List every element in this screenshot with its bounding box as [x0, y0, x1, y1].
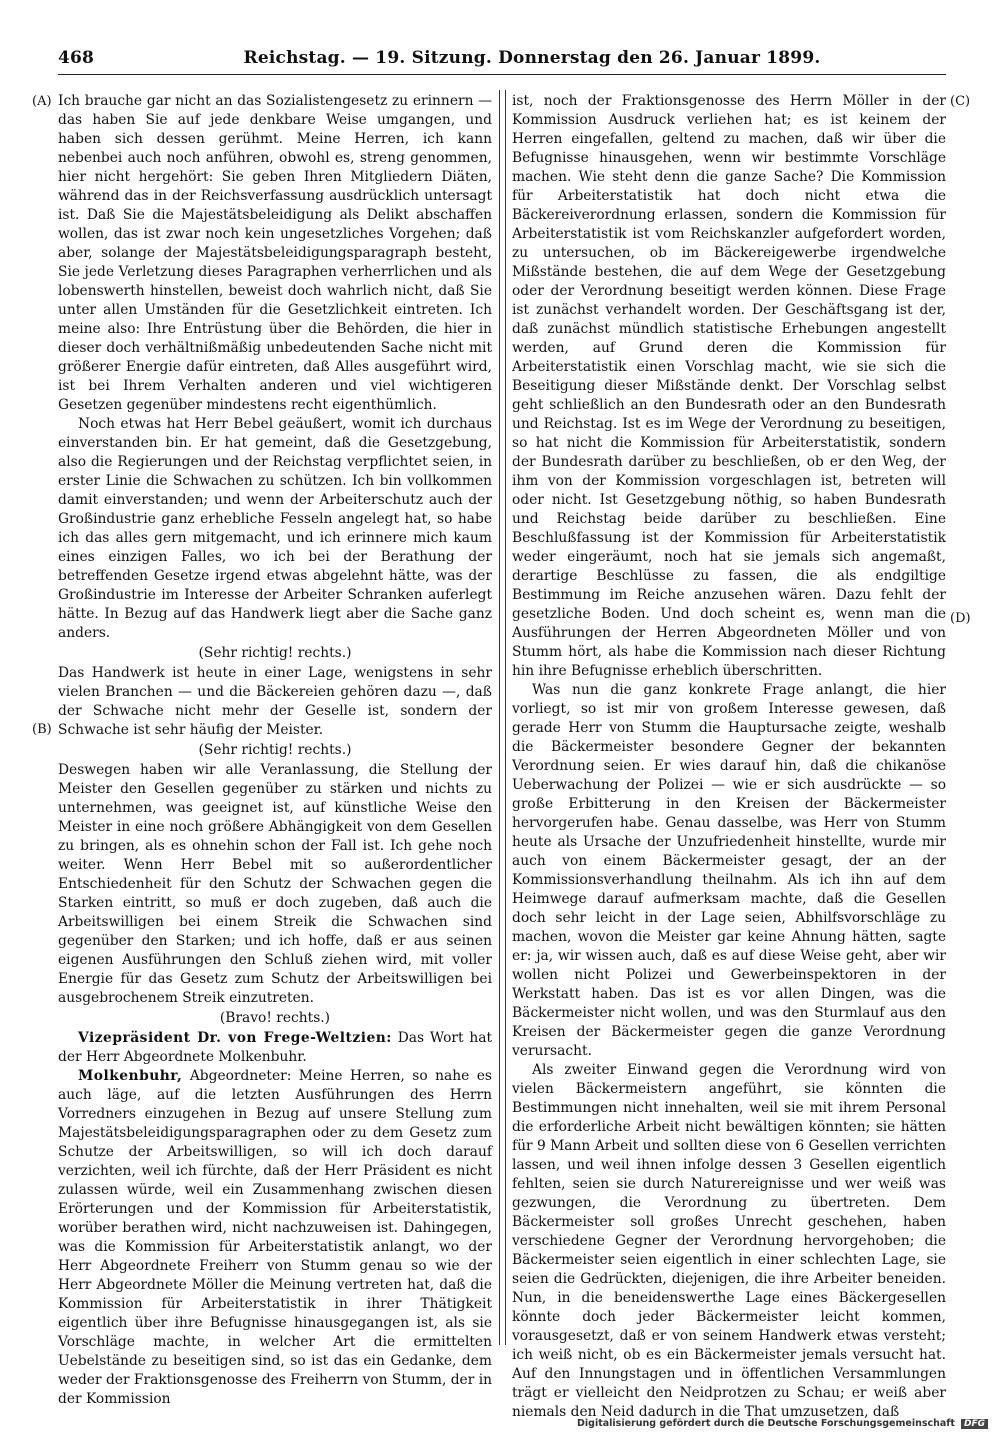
- speaker-paragraph: [58, 1029, 492, 1067]
- footer-credit: Digitalisierung gefördert durch die Deutsche Forschungsgemeinschaft: [577, 1418, 955, 1429]
- speaker-text: Das Wort hat der Herr Abgeordnete Molkenbuhr.: [58, 1030, 492, 1065]
- page-number: 468: [58, 48, 95, 68]
- interjection: (Sehr richtig! rechts.): [198, 645, 352, 661]
- interjection: (Bravo! rechts.): [219, 1010, 331, 1026]
- interjection: (Sehr richtig! rechts.): [198, 742, 352, 758]
- margin-marker-c: (C): [950, 94, 971, 109]
- margin-marker-a: (A): [32, 94, 52, 109]
- page-title: Reichstag. — 19. Sitzung. Donnerstag den 26. Januar 1899.: [243, 48, 821, 68]
- column-divider: [499, 90, 506, 1345]
- dfg-logo: DFG: [961, 1419, 988, 1429]
- speaker-text: Abgeordneter: Meine Herren, so nahe es auch läge, auf die letzten Ausführungen des Herrn Vorredners einzugehen in Bezug auf unsere Stellung zum Majestätsbeleidigungsparagraphen oder zu dem Gesetz zum Schutze der Arbeitswilligen, so will ich doch darauf verzichten, weil ich fürchte, daß der Herr Präsident es nicht zulassen würde, weil ein Zusammenhang zwischen diesen Erörterungen und der Kommission für Arbeiterstatistik, worüber berathen wird, nicht nachzuweisen ist. Dahingegen, was die Kommission für Arbeiterstatistik anlangt, wo der Herr Abgeordnete Freiherr von Stumm genau so wie der Herr Abgeordnete Möller die Meinung vertreten hat, daß die Kommission für Arbeiterstatistik in ihrer Thätigkeit eigentlich über ihre Befugnisse hinausgegangen ist, als sie Vorschläge machte, in welcher Art die ermittelten Uebelstände zu beseitigen sind, so ist das ein Gedanke, dem weder der Fraktionsgenosse des Freiherrn von Stumm, der in der Kommission: [58, 1068, 493, 1407]
- paragraph: Deswegen haben wir alle Veranlassung, die Stellung der Meister den Gesellen gegenüber zu stärken und nichts zu unternehmen, was geeignet ist, auf künstliche Weise den Meister in eine noch größere Abhängigkeit von dem Gesellen zu bringen, als es ohnehin schon der Fall ist. Ich gehe noch weiter. Wenn Herr Bebel mit so außerordentlicher Entschiedenheit für den Schutz der Schwachen gegen die Starken eintritt, so muß er doch zugeben, daß auch die Arbeitswilligen bei einem Streik die Schwachen sind gegenüber den Starken; und ich hoffe, daß er aus seinen eigenen Ausführungen den Schluß ziehen wird, mit voller Energie für das Gesetz zum Schutz der Arbeitswilligen bei ausgebrochenem Streik einzutreten.: [58, 762, 492, 1006]
- speaker-name: Molkenbuhr,: [78, 1068, 183, 1084]
- paragraph: Als zweiter Einwand gegen die Verordnung wird von vielen Bäckermeistern angeführt, sie könnten die Bestimmungen nicht innehalten, weil sie mit ihrem Personal die erforderliche Arbeit nicht bewältigen könnten; sie hätten für 9 Mann Arbeit und sollten diese von 6 Gesellen verrichten lassen, und weil ihnen infolge dessen 3 Gesellen eigentlich fehlten, seien sie durch Naturereignisse und wer weiß was gezwungen, die Verordnung zu übertreten. Dem Bäckermeister soll großes Unrecht geschehen, haben verschiedene Gegner der Verordnung hervorgehoben; die Bäckermeister seien eigentlich in einer schlechten Lage, sie seien die Gedrückten, diejenigen, die ihre Arbeiter beneiden. Nun, in die beneidenswerthe Lage eines Bäckergesellen könnte doch jeder Bäckermeister leicht kommen, vorausgesetzt, daß er von seinem Handwerk etwas versteht; ich weiß nicht, ob es ein Bäckermeister jemals versucht hat. Auf den Innungstagen und in öffentlichen Versammlungen trägt er vielleicht den Neidprotzen zu Schau; er weiß aber niemals den Neid dadurch in die That umzusetzen, daß: [512, 1062, 946, 1420]
- margin-marker-d: (D): [950, 611, 971, 626]
- speaker-paragraph: [58, 1067, 492, 1409]
- left-column: [58, 92, 493, 1407]
- paragraph: Das Handwerk ist heute in einer Lage, wenigstens in sehr vielen Branchen — und die Bäckereien gehören dazu —, daß der Schwache nicht mehr der Geselle ist, sondern der Schwache ist sehr häufig der Meister.: [58, 665, 492, 738]
- margin-marker-b: (B): [32, 722, 52, 737]
- paragraph: Was nun die ganz konkrete Frage anlangt, die hier vorliegt, so ist mir von großem Interesse gewesen, daß gerade Herr von Stumm die Hauptursache zeigte, weshalb die Bäckermeister besondere Gegner der bekannten Verordnung seien. Er wies darauf hin, daß die chikanöse Ueberwachung der Polizei — wie er sich ausdrückte — so große Erbitterung in den Kreisen der Bäckermeister hervorgerufen habe. Genau dasselbe, was Herr von Stumm heute als Ursache der Unzufriedenheit hinstellte, wurde mir auch von einem Bäckermeister gesagt, der an der Kommissionsverhandlung theilnahm. Als ich ihn auf dem Heimwege darauf aufmerksam machte, daß die Gesellen doch sehr leicht in der Lage seien, Abhilfsvorschläge zu machen, wovon die Meister gar keine Ahnung hätten, sagte er: ja, wir wissen auch, daß es auf diese Weise geht, aber wir wollen nicht Polizei und Gewerbeinspektoren in der Werkstatt haben. Das ist es vor allen Dingen, was die Bäckermeister nicht wollen, und was den Sturmlauf aus den Kreisen der Bäckermeister gegen die ganze Verordnung verursacht.: [512, 682, 946, 1059]
- paragraph: Ich brauche gar nicht an das Sozialistengesetz zu erinnern — das haben Sie auf jede denkbare Weise umgangen, und haben sich dessen gerühmt. Meine Herren, ich kann nebenbei auch noch anführen, obwohl es, streng genommen, hier nicht hergehört: Sie geben Ihren Mitgliedern Diäten, während das in der Reichsverfassung ausdrücklich untersagt ist. Daß Sie die Majestätsbeleidigung als Delikt abschaffen wollen, das ist zwar noch kein ungesetzliches Vorgehen; daß aber, solange der Majestätsbeleidigungsparagraph besteht, Sie jede Verletzung dieses Paragraphen verherrlichen und als lobenswerth hinstellen, beweist doch wahrlich nicht, daß Sie unter allen Umständen für die Gesetzlichkeit eintreten. Ich meine also: Ihre Entrüstung über die Behörden, die hier in dieser doch verhältnißmäßig unbedeutenden Sache nicht mit größerer Energie dafür eintreten, daß Alles ausgeführt wird, ist bei Ihrem Verhalten anderen und viel wichtigeren Gesetzen gegenüber mindestens recht eigenthümlich.: [58, 93, 492, 413]
- right-column: [512, 92, 946, 1420]
- footer: [577, 1418, 988, 1429]
- paragraph: Noch etwas hat Herr Bebel geäußert, womit ich durchaus einverstanden bin. Er hat gemeint, daß die Gesetzgebung, also die Regierungen und der Reichstag verpflichtet seien, in erster Linie die Schwachen zu schützen. Ich bin vollkommen damit einverstanden; und wenn der Arbeiterschutz auch der Großindustrie ganz erhebliche Fesseln angelegt hat, so habe ich das alles gern mitgemacht, und ich erinnere mich kaum eines einzigen Falles, wo ich bei der Berathung der betreffenden Gesetze irgend etwas abgelehnt hätte, was der Großindustrie im Interesse der Arbeiter Schranken auferlegt hätte. In Bezug auf das Handwerk liegt aber die Sache ganz anders.: [58, 416, 492, 641]
- paragraph: ist, noch der Fraktionsgenosse des Herrn Möller in der Kommission Ausdruck verliehen hat; es ist keinem der Herren eingefallen, geltend zu machen, daß wir über die Befugnisse hinausgehen, wenn wir bestimmte Vorschläge machen. Wie steht denn die ganze Sache? Die Kommission für Arbeiterstatistik hat doch nicht etwa die Bäckereiverordnung erlassen, sondern die Kommission für Arbeiterstatistik ist vom Reichskanzler aufgefordert worden, zu untersuchen, ob im Bäckereigewerbe irgendwelche Mißstände bestehen, die auf dem Wege der Gesetzgebung oder der Verordnung beseitigt werden können. Diese Frage ist zunächst verhandelt worden. Der Geschäftsgang ist der, daß zunächst mündlich statistische Erhebungen angestellt werden, auf Grund deren die Kommission für Arbeiterstatistik einen Vorschlag macht, wie sie sich die Beseitigung dieser Mißstände denkt. Der Vorschlag selbst geht schließlich an den Bundesrath oder an den Bundesrath und Reichstag. Ist es im Wege der Verordnung zu beseitigen, so hat nicht die Kommission für Arbeiterstatistik, sondern der Bundesrath darüber zu beschließen, ob er den Weg, der ihm von der Kommission vorgeschlagen ist, betreten will oder nicht. Ist Gesetzgebung nöthig, so haben Bundesrath und Reichstag beide darüber zu beschließen. Eine Beschlußfassung ist der Kommission für Arbeiterstatistik weder eingeräumt, noch hat sie jemals sich angemaßt, derartige Beschlüsse zu fassen, die als endgiltige Bestimmung im Reiche anzusehen wären. Dazu fehlt der gesetzliche Boden. Und doch scheint es, wenn man die Ausführungen der Herren Abgeordneten Möller und von Stumm hört, als habe die Kommission nach dieser Richtung hin ihre Befugnisse erheblich überschritten.: [512, 93, 946, 679]
- page-header: [58, 46, 946, 75]
- speaker-name: Vizepräsident Dr. von Frege-Weltzien:: [78, 1030, 392, 1046]
